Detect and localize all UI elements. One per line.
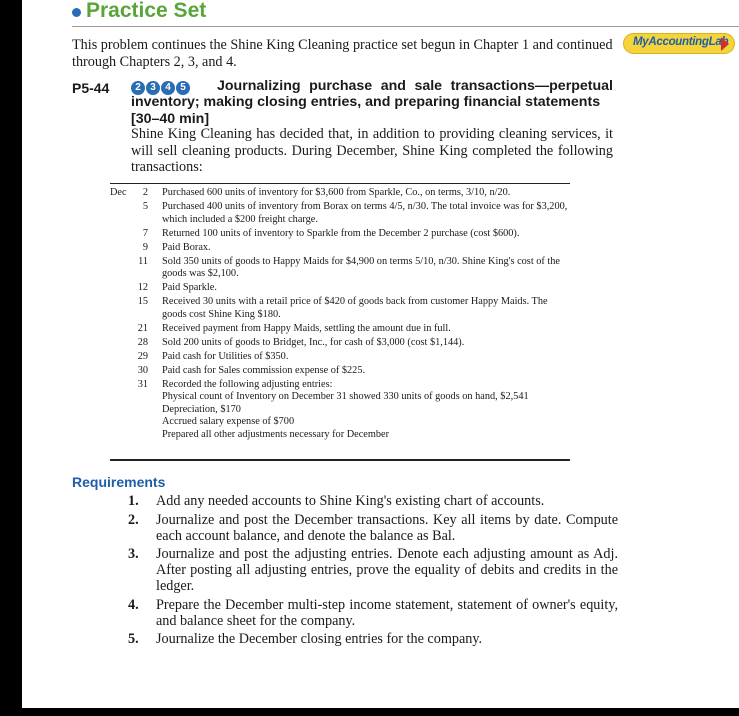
transaction-row — [110, 282, 570, 295]
problem-description: Shine King Cleaning has decided that, in addition to providing cleaning services, it will sell cleaning products. During December, Shine King completed the following transactions: — [131, 126, 613, 175]
requirement-item — [128, 598, 618, 630]
transaction-row-adjustments — [110, 379, 570, 442]
transaction-text: Paid cash for Sales commission expense of $225. — [162, 364, 366, 376]
transactions-list — [110, 187, 570, 443]
transaction-day: 29 — [137, 350, 148, 362]
requirement-text: Add any needed accounts to Shine King's existing chart of accounts. — [156, 493, 545, 509]
transaction-day: 12 — [137, 282, 148, 293]
section-title: Practice Set — [86, 0, 207, 22]
transaction-row — [110, 365, 570, 378]
problem-id: P5-44 — [72, 80, 110, 96]
transaction-text: Received payment from Happy Maids, settling the amount due in full. — [162, 322, 451, 334]
header-rule — [72, 26, 739, 27]
transaction-day: 31 — [137, 378, 148, 390]
transaction-text: Sold 350 units of goods to Happy Maids for $4,900 on terms 5/10, n/30. Shine King's cost of the goods was $2,100. — [162, 255, 560, 279]
requirement-item — [128, 513, 618, 545]
transaction-day: 28 — [137, 336, 148, 348]
transaction-day: 11 — [138, 255, 148, 267]
transaction-text: Paid cash for Utilities of $350. — [162, 350, 289, 362]
transaction-text: Paid Borax. — [162, 241, 211, 253]
requirement-number: 5. — [128, 631, 139, 648]
adjustment-item: Physical count of Inventory on December 31 showed 330 units of goods on hand, $2,541 — [162, 391, 529, 402]
transaction-row — [110, 201, 570, 226]
transaction-text: Sold 200 units of goods to Bridget, Inc., for cash of $3,000 (cost $1,144). — [162, 336, 465, 348]
objective-icon: 3 — [146, 81, 160, 95]
transaction-row — [110, 337, 570, 350]
transaction-text: Returned 100 units of inventory to Sparkle from the December 2 purchase (cost $600). — [162, 227, 520, 239]
problem-title: Journalizing purchase and sale transactions—perpetual inventory; making closing entries, and preparing financial statements — [131, 78, 613, 110]
requirement-text: Prepare the December multi-step income statement, statement of owner's equity, and balance sheet for the company. — [156, 596, 618, 629]
transaction-text: Recorded the following adjusting entries: — [162, 378, 333, 390]
transaction-row — [110, 351, 570, 364]
transaction-day: 2 — [142, 187, 148, 198]
requirement-number: 1. — [128, 493, 139, 509]
transaction-day: 21 — [137, 322, 148, 334]
transaction-row — [110, 296, 570, 321]
transaction-text: Purchased 600 units of inventory for $3,600 from Sparkle, Co., on terms, 3/10, n/20. — [162, 187, 511, 198]
transaction-row — [110, 256, 570, 281]
transaction-day: 30 — [137, 364, 148, 376]
transaction-row — [110, 242, 570, 255]
myaccountinglab-badge[interactable] — [623, 33, 735, 54]
requirement-text: Journalize and post the adjusting entries. Denote each adjusting amount as Adj. After posting all adjusting entries, prove the equality of debits and credits in the ledger. — [156, 546, 618, 594]
play-arrow-icon — [721, 37, 729, 51]
transaction-month: Dec — [110, 187, 127, 198]
adjustment-item: Accrued salary expense of $700 — [162, 416, 295, 427]
requirement-text: Journalize and post the December transactions. Key all items by date. Compute each account balance, and denote the balance as Bal. — [156, 511, 618, 544]
intro-paragraph: This problem continues the Shine King Cleaning practice set begun in Chapter 1 and continued through Chapters 2, 3, and 4. — [72, 37, 613, 70]
bullet-icon — [72, 8, 81, 17]
badge-label: MyAccountingLab — [633, 36, 729, 48]
requirement-text: Journalize the December closing entries for the company. — [156, 631, 483, 648]
transaction-text: Paid Sparkle. — [162, 282, 217, 293]
transaction-day: 9 — [142, 241, 148, 253]
table-bottom-rule — [110, 459, 570, 461]
adjustment-item: Depreciation, $170 — [162, 403, 241, 415]
requirements-heading: Requirements — [72, 474, 166, 490]
requirement-number: 2. — [128, 511, 139, 528]
transaction-text: Received 30 units with a retail price of $420 of goods back from customer Happy Maids. The goods cost Shine King $180. — [162, 296, 548, 320]
section-header — [72, 0, 739, 26]
bottom-border — [0, 708, 739, 716]
transaction-row — [110, 323, 570, 336]
transaction-row — [110, 187, 570, 200]
objective-icon: 2 — [131, 81, 145, 95]
requirement-item — [128, 494, 618, 510]
adjustment-item: Prepared all other adjustments necessary for December — [162, 428, 390, 440]
transaction-day: 7 — [142, 227, 148, 239]
objective-icon: 5 — [176, 81, 190, 95]
requirements-list — [128, 494, 618, 651]
transaction-day: 5 — [142, 201, 148, 212]
requirement-item — [128, 632, 618, 648]
table-top-rule — [110, 183, 570, 184]
objective-icon: 4 — [161, 81, 175, 95]
transaction-row — [110, 228, 570, 241]
transaction-day: 15 — [137, 296, 148, 307]
requirement-number: 3. — [128, 546, 139, 563]
problem-time: [30–40 min] — [131, 111, 210, 127]
transaction-text: Purchased 400 units of inventory from Borax on terms 4/5, n/30. The total invoice was for $3,200, which included a $200 freight charge. — [162, 201, 568, 225]
left-border — [0, 0, 22, 716]
requirement-number: 4. — [128, 596, 139, 613]
requirement-item — [128, 547, 618, 594]
